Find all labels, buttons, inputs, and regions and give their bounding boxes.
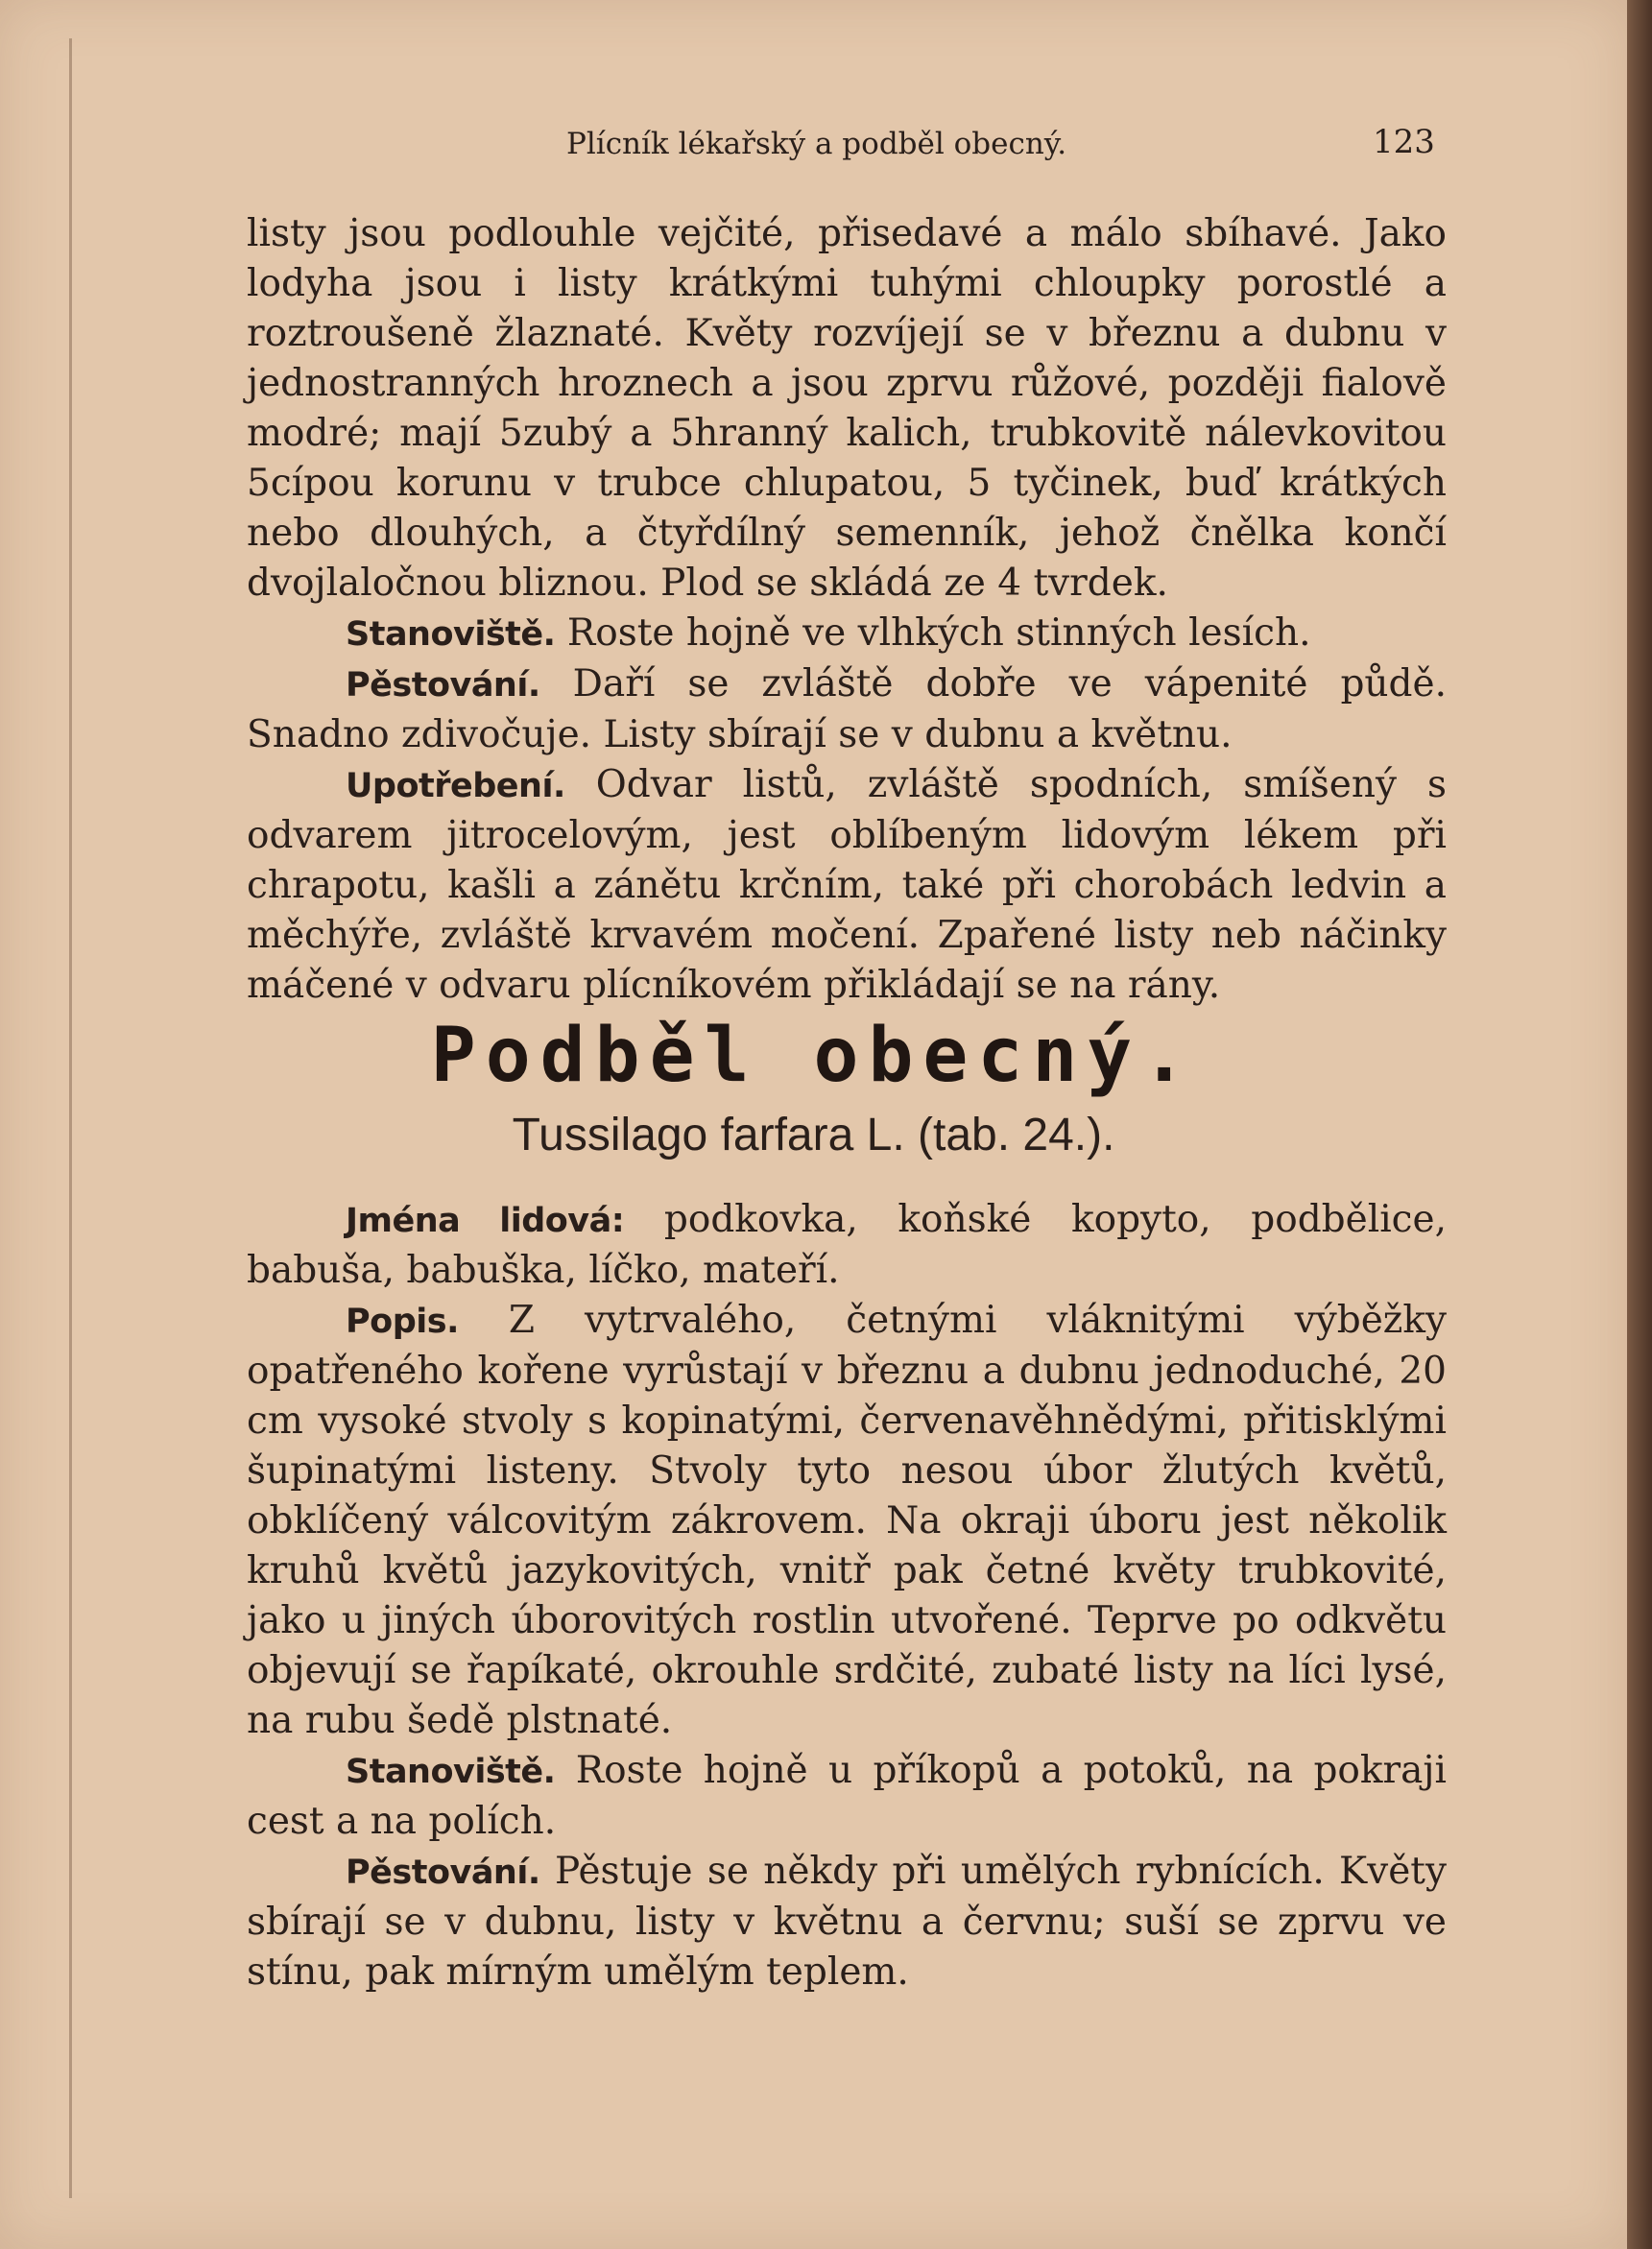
latin-name: Tussilago farfara L. (tab. 24.). — [512, 1110, 1115, 1160]
habitat-label: Stanoviště. — [346, 615, 556, 654]
top-text-block — [247, 209, 1447, 1011]
cultivation-label-2: Pěstování. — [346, 1854, 540, 1892]
cultivation-label: Pěstování. — [346, 666, 540, 705]
folk-names-paragraph — [247, 1195, 1447, 1296]
cultivation-text: Daří se zvláště dobře ve vápenité půdě. Snadno zdivočuje. Listy sbírají se v dubnu a květnu. — [247, 662, 1447, 756]
bottom-text-block — [247, 1195, 1447, 1998]
habitat-paragraph-2 — [247, 1746, 1447, 1847]
folk-names-label: Jména lidová: — [346, 1202, 625, 1240]
description-paragraph — [247, 1296, 1447, 1746]
cultivation-paragraph — [247, 659, 1447, 760]
use-paragraph — [247, 760, 1447, 1011]
folk-names-text: podkovka, koňské kopyto, podbělice, babuša, babuška, líčko, mateří. — [247, 1198, 1447, 1292]
habitat-text-2: Roste hojně u příkopů a potoků, na pokraji cest a na polích. — [247, 1749, 1448, 1843]
intro-paragraph: listy jsou podlouhle vejčité, přisedavé a málo sbíhavé. Jako lodyha jsou i listy krátkými tuhými chloupky porostlé a roztroušeně žlaznaté. Květy rozvíjejí se v březnu a dubnu v jednostranných hroznech a jsou zprvu růžové, později fialově modré; mají 5zubý a 5hranný kalich, trubkovitě nálevkovitou 5cípou korunu v trubce chlupatou, 5 tyčinek, buď krátkých nebo dlouhých, a čtyřdílný semenník, jehož čnělka končí dvojlaločnou bliznou. Plod se skládá ze 4 tvrdek. — [247, 212, 1447, 605]
use-text: Odvar listů, zvláště spodních, smíšený s odvarem jitrocelovým, jest oblíbeným lidovým lékem při chrapotu, kašli a zánětu krčním, také při chorobách ledvin a měchýře, zvláště krvavém močení. Zpařené listy neb náčinky máčené v odvaru plícníkovém přikládají se na rány. — [247, 763, 1447, 1007]
description-text: Z vytrvalého, četnými vláknitými výběžky opatřeného kořene vyrůstají v březnu a dubnu jednoduché, 20 cm vysoké stvoly s kopinatými, červenavěhnědými, přitisklými šupinatými listeny. Stvoly tyto nesou úbor žlutých květů, obklíčený válcovitým zákrovem. Na okraji úboru jest několik kruhů květů jazykovitých, vnitř pak četné květy trubkovité, jako u jiných úborovitých rostlin utvořené. Teprve po odkvětu objevují se řapíkaté, okrouhle srdčité, zubaté listy na líci lysé, na rubu šedě plstnaté. — [247, 1299, 1447, 1742]
cultivation-text-2: Pěstuje se někdy při umělých rybnících. Květy sbírají se v dubnu, listy v květnu a červnu; suší se zprvu ve stínu, pak mírným umělým teplem. — [247, 1850, 1447, 1994]
habitat-text: Roste hojně ve vlhkých stinných lesích. — [566, 611, 1311, 655]
habitat-paragraph — [247, 609, 1447, 659]
habitat-label-2: Stanoviště. — [346, 1753, 556, 1791]
running-head: Plícník lékařský a podběl obecný. — [566, 127, 1067, 161]
cultivation-paragraph-2 — [247, 1847, 1447, 1998]
use-label: Upotřebení. — [346, 767, 565, 805]
page-edge-shadow — [1627, 0, 1652, 2249]
section-title: Podběl obecný. — [430, 1013, 1197, 1099]
page-number: 123 — [1373, 123, 1435, 161]
description-label: Popis. — [346, 1303, 459, 1341]
